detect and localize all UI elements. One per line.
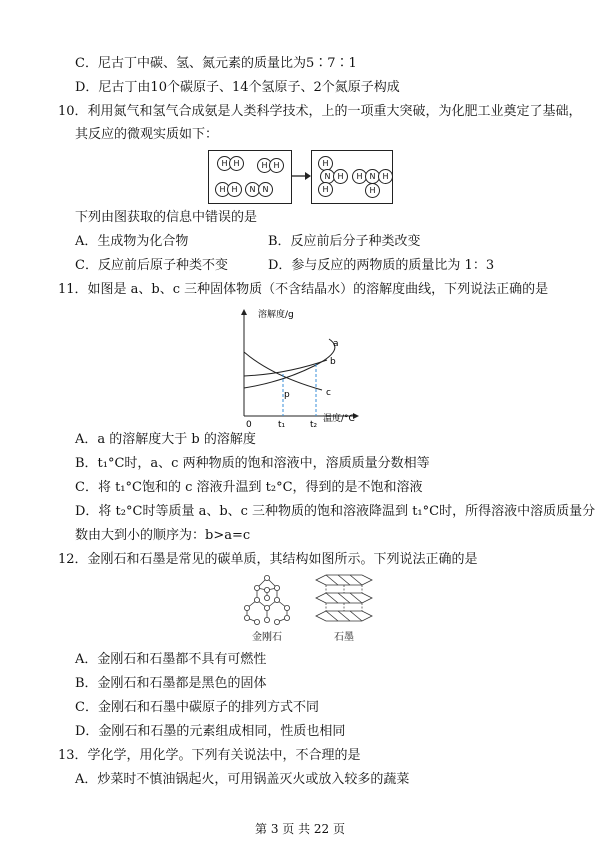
reactants-box	[208, 150, 292, 204]
n-atom: N	[258, 182, 273, 197]
q12-option-d: D．金刚石和石墨的元素组成相同，性质也相同	[75, 724, 346, 739]
origin-label: 0	[246, 420, 252, 430]
q12-stem: 12．金刚石和石墨是常见的碳单质，其结构如图所示。下列说法正确的是	[58, 552, 478, 567]
q9-option-d: D．尼古丁由10个碳原子、14个氢原子、2个氮原子构成	[75, 80, 400, 95]
n-atom: N	[245, 182, 260, 197]
q13-stem: 13．学化学，用化学。下列有关说法中，不合理的是	[58, 748, 361, 763]
h-atom: H	[269, 158, 284, 173]
q11-stem: 11．如图是 a、b、c 三种固体物质（不含结晶水）的溶解度曲线，下列说法正确的是	[58, 282, 549, 297]
point-p-label: p	[284, 390, 290, 400]
h-atom: H	[318, 156, 333, 171]
h-atom: H	[229, 156, 244, 171]
q10-option-d: D．参与反应的两物质的质量比为 1：3	[268, 258, 495, 273]
curve-a-label: a	[333, 339, 339, 349]
curve-b	[244, 360, 327, 376]
q10-stem-line2: 其反应的微观实质如下：	[75, 127, 219, 142]
q12-option-a: A．金刚石和石墨都不具有可燃性	[75, 652, 267, 667]
x-axis-label: 温度/°C	[323, 414, 355, 424]
n-atom: N	[365, 169, 380, 184]
q11-option-a: A．a 的溶解度大于 b 的溶解度	[75, 432, 256, 447]
q10-option-a: A．生成物为化合物	[75, 234, 189, 249]
diamond-label: 金刚石	[252, 632, 282, 643]
curve-a	[244, 339, 335, 388]
q11-option-d-line1: D．将 t₂°C时等质量 a、b、c 三种物质的饱和溶液降温到 t₁°C时，所得溶液中溶质质量分	[75, 504, 596, 519]
q9-option-c: C．尼古丁中碳、氢、氮元素的质量比为5∶7∶1	[75, 56, 357, 71]
q11-option-c: C．将 t₁°C饱和的 c 溶液升温到 t₂°C，得到的是不饱和溶液	[75, 480, 423, 495]
y-axis-label: 溶解度/g	[258, 310, 294, 320]
t1-label: t₁	[278, 420, 286, 430]
q13-option-a: A．炒菜时不慎油锅起火，可用锅盖灭火或放入较多的蔬菜	[75, 772, 410, 787]
h-atom: H	[365, 183, 380, 198]
q10-stem-line1: 10．利用氮气和氢气合成氨是人类科学技术，上的一项重大突破，为化肥工业奠定了基础，	[58, 104, 582, 119]
h-atom: H	[217, 156, 232, 171]
h-atom: H	[257, 158, 272, 173]
n-atom: N	[320, 169, 335, 184]
graphite-label: 石墨	[334, 632, 354, 643]
h-atom: H	[227, 182, 242, 197]
curve-b-label: b	[330, 357, 336, 367]
q10-option-c: C．反应前后原子种类不变	[75, 258, 228, 273]
products-box	[311, 150, 393, 204]
diamond-structure-icon	[238, 572, 296, 628]
h-atom: H	[378, 169, 393, 184]
reaction-arrow-icon	[290, 170, 312, 182]
q12-option-b: B．金刚石和石墨都是黑色的固体	[75, 676, 267, 691]
q11-option-b: B．t₁°C时，a、c 两种物质的饱和溶液中，溶质质量分数相等	[75, 456, 430, 471]
q10-prompt: 下列由图获取的信息中错误的是	[75, 210, 258, 225]
h-atom: H	[215, 182, 230, 197]
graphite-structure-icon	[312, 572, 376, 628]
h-atom: H	[333, 169, 348, 184]
h-atom: H	[318, 182, 333, 197]
h-atom: H	[352, 169, 367, 184]
q10-option-b: B．反应前后分子种类改变	[268, 234, 421, 249]
t2-label: t₂	[310, 420, 318, 430]
q12-option-c: C．金刚石和石墨中碳原子的排列方式不同	[75, 700, 319, 715]
curve-c-label: c	[326, 388, 331, 398]
page-footer: 第 3 页 共 22 页	[255, 822, 345, 836]
q11-option-d-line2: 数由大到小的顺序为：b>a=c	[75, 528, 251, 543]
solubility-graph	[232, 304, 370, 430]
